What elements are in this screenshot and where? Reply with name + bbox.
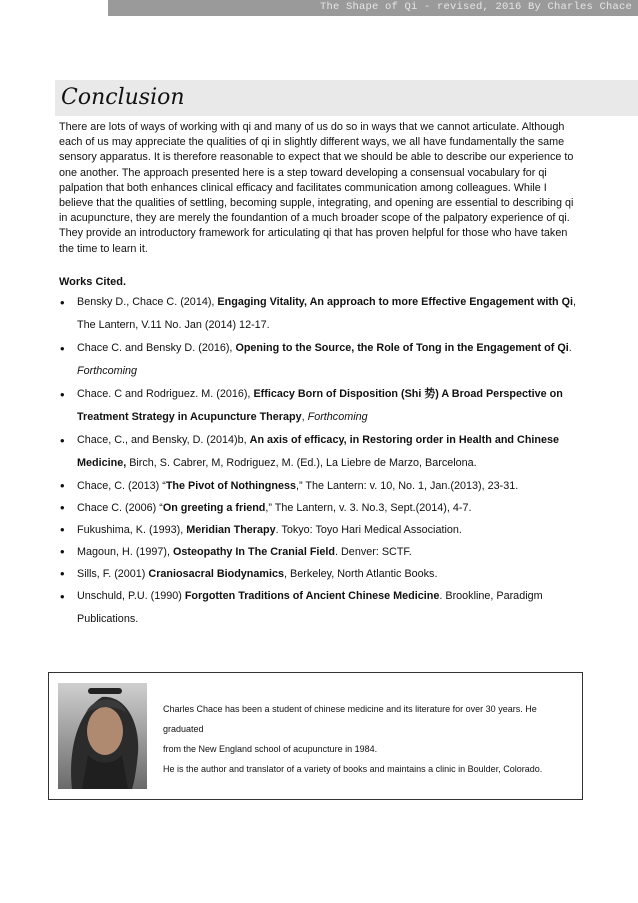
citation-item: • Magoun, H. (1997), Osteopathy In The Cranial Field. Denver: SCTF.	[59, 541, 581, 563]
author-photo-icon	[58, 683, 147, 789]
author-photo	[58, 683, 147, 789]
bio-line: He is the author and translator of a variety of books and maintains a clinic in Boulder, Colorado.	[163, 764, 543, 774]
running-header-bar	[108, 0, 638, 16]
works-cited-title: Works Cited.	[59, 276, 127, 288]
citation-item: • Chace C. and Bensky D. (2016), Opening to the Source, the Role of Tong in the Engagement of Qi. Forthcoming	[59, 337, 581, 383]
bio-line: Charles Chace has been a student of chinese medicine and its literature for over 30 years. He graduated	[163, 704, 537, 734]
section-heading-bar	[55, 80, 638, 116]
conclusion-paragraph: There are lots of ways of working with qi and many of us do so in ways that we cannot articulate. Although each of us may appreciate the qualities of qi in slightly different ways, we all have fundamentally the same sensory apparatus. It is therefore reasonable to expect that we should be able to describe our experience to one another. The approach presented here is a step toward developing a consensual vocabulary for qi palpation that both enhances clinical efficacy and facilitates communication among colleagues. While I believe that the qualities of settling, becoming supple, integrating, and opening are essential to describing qi in acupuncture, they are merely the foundantion of a much broader scope of the palpatory experience of qi. They provide an introductory framework for articulating qi that has proven helpful for those who have taken the time to learn it.	[59, 121, 574, 255]
citation-item: • Sills, F. (2001) Craniosacral Biodynamics, Berkeley, North Atlantic Books.	[59, 563, 581, 585]
citation-item: • Chace, C. (2013) “The Pivot of Nothingness,” The Lantern: v. 10, No. 1, Jan.(2013), 23-31.	[59, 475, 581, 497]
citation-item: • Chace, C., and Bensky, D. (2014)b, An axis of efficacy, in Restoring order in Health and Chinese Medicine, Birch, S. Cabrer, M, Rodriguez, M. (Ed.), La Liebre de Marzo, Barcelona.	[59, 429, 581, 475]
citation-item: • Unschuld, P.U. (1990) Forgotten Traditions of Ancient Chinese Medicine. Brookline, Paradigm Publications.	[59, 585, 581, 631]
section-title: Conclusion	[61, 85, 185, 110]
citation-item: • Bensky D., Chace C. (2014), Engaging Vitality, An approach to more Effective Engagement with Qi, The Lantern, V.11 No. Jan (2014) 12-17.	[59, 291, 581, 337]
citation-item: • Chace. C and Rodriguez. M. (2016), Efficacy Born of Disposition (Shi 势) A Broad Perspective on Treatment Strategy in Acupuncture Therapy, Forthcoming	[59, 383, 581, 429]
bio-line: from the New England school of acupuncture in 1984.	[163, 744, 378, 754]
author-bio-box	[48, 672, 583, 800]
author-bio	[163, 699, 573, 779]
citation-item: • Fukushima, K. (1993), Meridian Therapy. Tokyo: Toyo Hari Medical Association.	[59, 519, 581, 541]
works-cited-list	[59, 291, 581, 631]
running-header-title: The Shape of Qi - revised, 2016 By Charles Chace	[319, 1, 632, 13]
citation-item: • Chace C. (2006) “On greeting a friend,” The Lantern, v. 3. No.3, Sept.(2014), 4-7.	[59, 497, 581, 519]
